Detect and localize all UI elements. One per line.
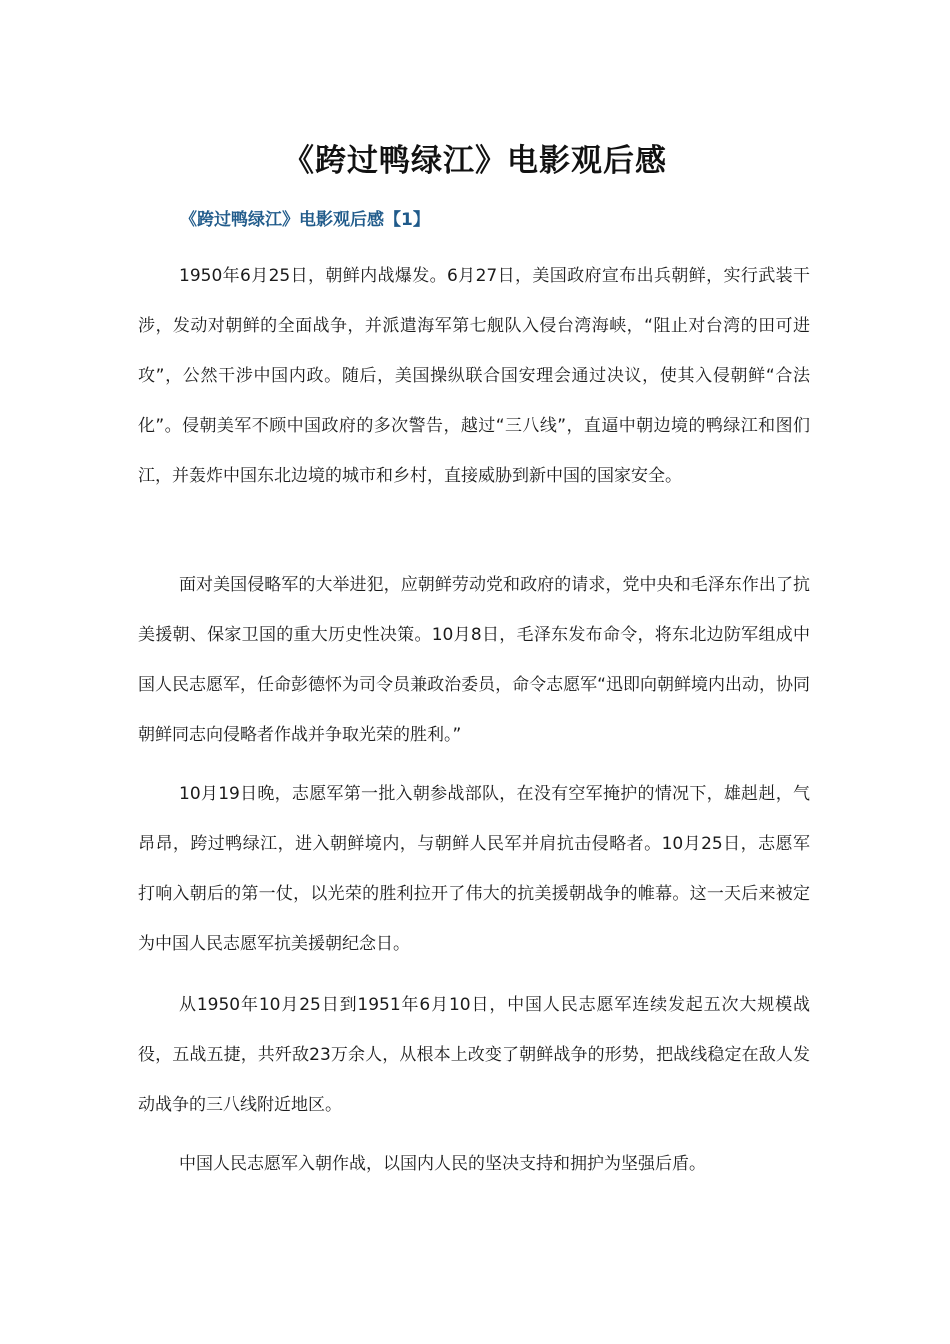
section-heading: 《跨过鸭绿江》电影观后感【1】 [180, 210, 430, 230]
paragraph-5: 中国人民志愿军入朝作战，以国内人民的坚决支持和拥护为坚强后盾。 [179, 1154, 706, 1174]
paragraph-4: 从1950年10月25日到1951年6月10日，中国人民志愿军连续发起五次大规模战役，五战五捷，共歼敌23万余人，从根本上改变了朝鲜战争的形势，把战线稳定在敌人发动战争的三八线附近地区。 [138, 995, 810, 1115]
paragraph-3: 10月19日晚，志愿军第一批入朝参战部队，在没有空军掩护的情况下，雄赳赳，气昂昂，跨过鸭绿江，进入朝鲜境内，与朝鲜人民军并肩抗击侵略者。10月25日，志愿军打响入朝后的第一仗，以光荣的胜利拉开了伟大的抗美援朝战争的帷幕。这一天后来被定为中国人民志愿军抗美援朝纪念日。 [138, 784, 810, 954]
document-title: 《跨过鸭绿江》电影观后感 [283, 142, 667, 179]
paragraph-2: 面对美国侵略军的大举进犯，应朝鲜劳动党和政府的请求，党中央和毛泽东作出了抗美援朝、保家卫国的重大历史性决策。10月8日，毛泽东发布命令，将东北边防军组成中国人民志愿军，任命彭德怀为司令员兼政治委员，命令志愿军“迅即向朝鲜境内出动，协同朝鲜同志向侵略者作战并争取光荣的胜利。” [138, 575, 810, 745]
paragraph-1: 1950年6月25日，朝鲜内战爆发。6月27日，美国政府宣布出兵朝鲜，实行武装干涉，发动对朝鲜的全面战争，并派遣海军第七舰队入侵台湾海峡，“阻止对台湾的田可进攻”，公然干涉中国内政。随后，美国操纵联合国安理会通过决议，使其入侵朝鲜“合法化”。侵朝美军不顾中国政府的多次警告，越过“三八线”，直逼中朝边境的鸭绿江和图们江，并轰炸中国东北边境的城市和乡村，直接威胁到新中国的国家安全。 [138, 266, 810, 486]
